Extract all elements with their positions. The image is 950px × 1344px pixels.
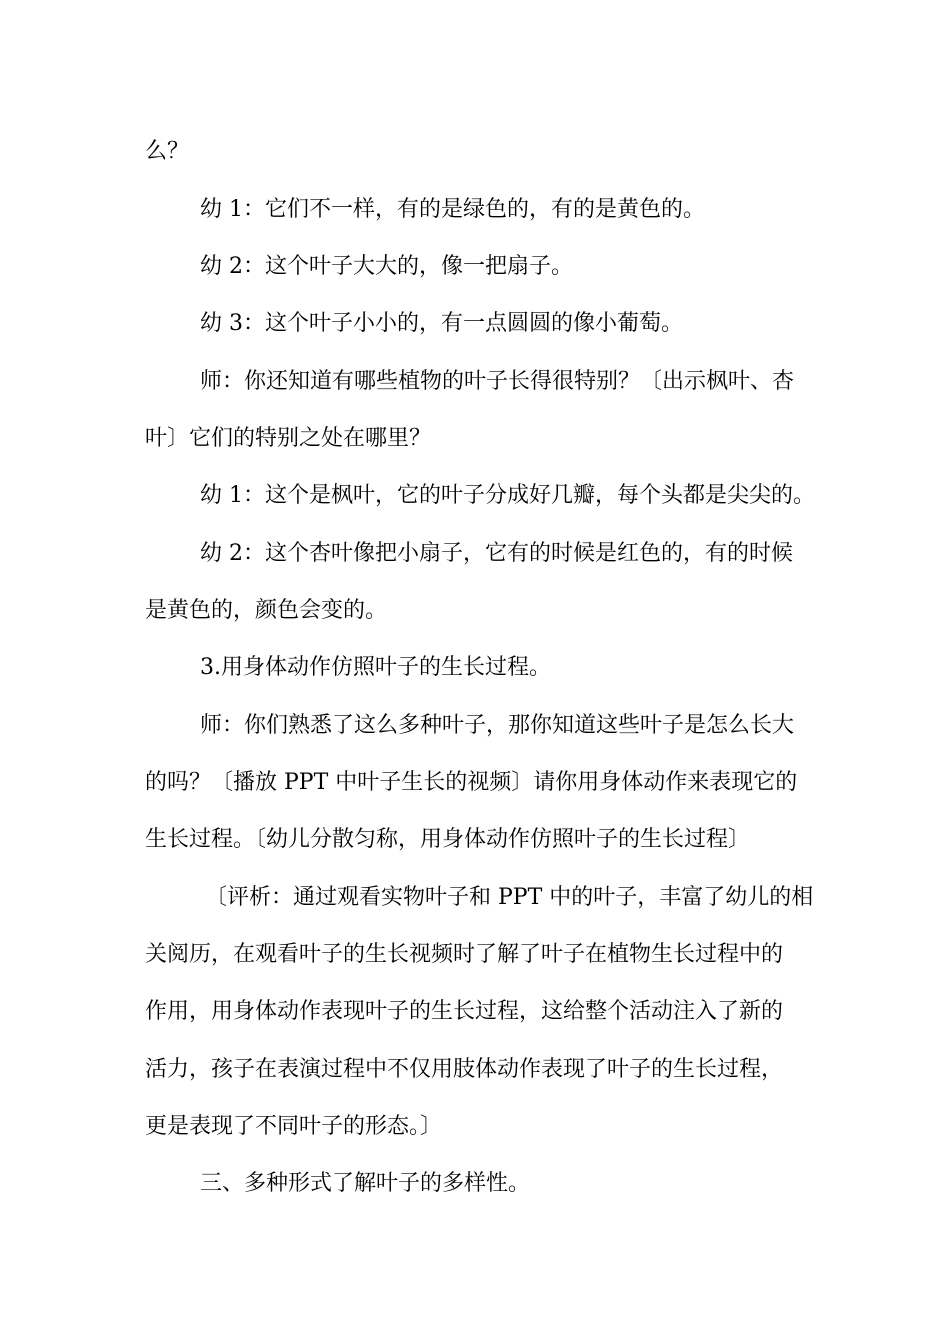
section-heading: 3.用身体动作仿照叶子的生长过程。 [200,655,551,680]
text-line: 幼 2：这个杏叶像把小扇子，它有的时候是红色的，有的时候 [200,541,793,566]
section-heading: 三、多种形式了解叶子的多样性。 [200,1171,531,1196]
text-line: 师：你们熟悉了这么多种叶子，那你知道这些叶子是怎么长大 [200,713,795,738]
text-line: 幼 2：这个叶子大大的，像一把扇子。 [200,254,573,279]
text-line: 更是表现了不同叶子的形态。〕 [145,1114,443,1139]
text-line: 关阅历，在观看叶子的生长视频时了解了叶子在植物生长过程中的 [145,942,784,967]
text-line: 生长过程。〔幼儿分散匀称，用身体动作仿照叶子的生长过程〕 [145,827,751,852]
text-line: 作用，用身体动作表现叶子的生长过程，这给整个活动注入了新的 [145,999,784,1024]
text-line: 师：你还知道有哪些植物的叶子长得很特别？〔出示枫叶、杏 [200,369,795,394]
text-line: 幼 3：这个叶子小小的，有一点圆圆的像小葡萄。 [200,311,683,336]
text-line: 的吗？〔播放 PPT 中叶子生长的视频〕请你用身体动作来表现它的 [145,770,798,795]
text-line: 幼 1：这个是枫叶，它的叶子分成好几瓣，每个头都是尖尖的。 [200,483,815,508]
text-line: 么？ [145,139,190,164]
text-line: 幼 1：它们不一样，有的是绿色的，有的是黄色的。 [200,197,705,222]
text-line: 是黄色的，颜色会变的。 [145,598,388,623]
text-line: 〔评析：通过观看实物叶子和 PPT 中的叶子，丰富了幼儿的相 [205,885,814,910]
text-line: 活力，孩子在表演过程中不仅用肢体动作表现了叶子的生长过程， [145,1057,784,1082]
text-line: 叶〕它们的特别之处在哪里？ [145,426,432,451]
